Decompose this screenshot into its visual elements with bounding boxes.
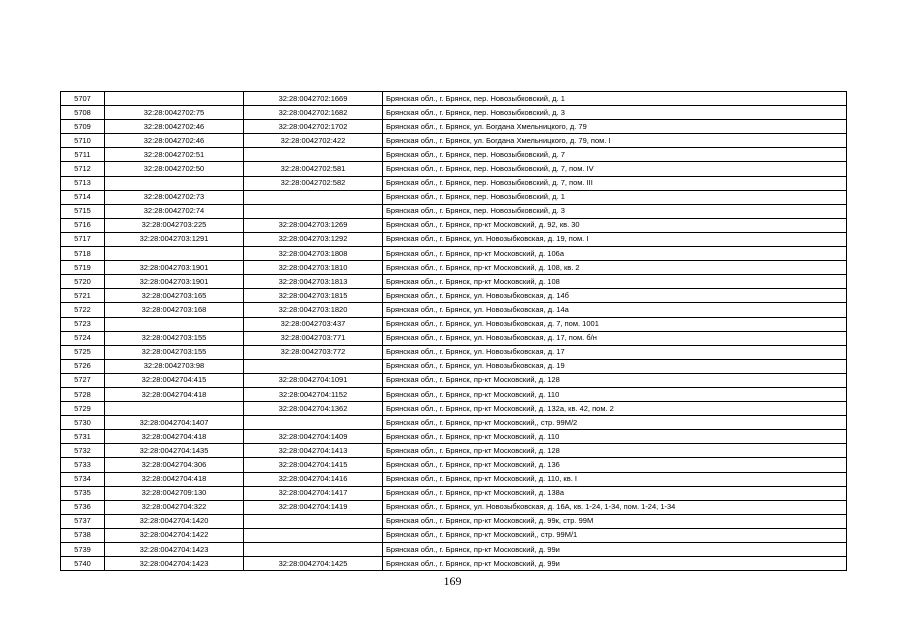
building-cadastral-number-cell: 32:28:0042704:1362 bbox=[244, 402, 383, 416]
row-number-cell: 5732 bbox=[61, 444, 105, 458]
land-cadastral-number-cell: 32:28:0042704:1422 bbox=[105, 528, 244, 542]
land-cadastral-number-cell: 32:28:0042703:98 bbox=[105, 359, 244, 373]
address-cell: Брянская обл., г. Брянск, пер. Новозыбковский, д. 7, пом. III bbox=[383, 176, 847, 190]
building-cadastral-number-cell bbox=[244, 416, 383, 430]
row-number-cell: 5724 bbox=[61, 331, 105, 345]
address-cell: Брянская обл., г. Брянск, пер. Новозыбковский, д. 7 bbox=[383, 148, 847, 162]
row-number-cell: 5734 bbox=[61, 472, 105, 486]
address-cell: Брянская обл., г. Брянск, пр-кт Московский, д. 128 bbox=[383, 444, 847, 458]
land-cadastral-number-cell bbox=[105, 402, 244, 416]
building-cadastral-number-cell: 32:28:0042703:771 bbox=[244, 331, 383, 345]
row-number-cell: 5718 bbox=[61, 247, 105, 261]
address-cell: Брянская обл., г. Брянск, пр-кт Московский, д. 110 bbox=[383, 430, 847, 444]
table-row bbox=[61, 134, 847, 148]
table-row bbox=[61, 387, 847, 401]
row-number-cell: 5710 bbox=[61, 134, 105, 148]
address-cell: Брянская обл., г. Брянск, пр-кт Московский, д. 106а bbox=[383, 247, 847, 261]
land-cadastral-number-cell: 32:28:0042702:74 bbox=[105, 204, 244, 218]
table-row bbox=[61, 486, 847, 500]
land-cadastral-number-cell: 32:28:0042704:1407 bbox=[105, 416, 244, 430]
land-cadastral-number-cell: 32:28:0042704:1423 bbox=[105, 557, 244, 571]
address-cell: Брянская обл., г. Брянск, пр-кт Московский, д. 99и bbox=[383, 557, 847, 571]
land-cadastral-number-cell: 32:28:0042702:73 bbox=[105, 190, 244, 204]
table-row bbox=[61, 444, 847, 458]
address-cell: Брянская обл., г. Брянск, пр-кт Московский, д. 108, кв. 2 bbox=[383, 261, 847, 275]
row-number-cell: 5740 bbox=[61, 557, 105, 571]
building-cadastral-number-cell: 32:28:0042703:1813 bbox=[244, 275, 383, 289]
building-cadastral-number-cell: 32:28:0042702:422 bbox=[244, 134, 383, 148]
land-cadastral-number-cell: 32:28:0042704:306 bbox=[105, 458, 244, 472]
land-cadastral-number-cell: 32:28:0042704:418 bbox=[105, 472, 244, 486]
building-cadastral-number-cell bbox=[244, 204, 383, 218]
row-number-cell: 5722 bbox=[61, 303, 105, 317]
table-row bbox=[61, 106, 847, 120]
row-number-cell: 5715 bbox=[61, 204, 105, 218]
building-cadastral-number-cell bbox=[244, 190, 383, 204]
building-cadastral-number-cell: 32:28:0042702:1682 bbox=[244, 106, 383, 120]
land-cadastral-number-cell: 32:28:0042704:415 bbox=[105, 373, 244, 387]
row-number-cell: 5707 bbox=[61, 92, 105, 106]
address-cell: Брянская обл., г. Брянск, пер. Новозыбковский, д. 1 bbox=[383, 92, 847, 106]
row-number-cell: 5739 bbox=[61, 543, 105, 557]
land-cadastral-number-cell: 32:28:0042704:1420 bbox=[105, 514, 244, 528]
land-cadastral-number-cell bbox=[105, 92, 244, 106]
building-cadastral-number-cell bbox=[244, 528, 383, 542]
table-row bbox=[61, 331, 847, 345]
building-cadastral-number-cell: 32:28:0042702:1702 bbox=[244, 120, 383, 134]
table-row bbox=[61, 261, 847, 275]
land-cadastral-number-cell bbox=[105, 176, 244, 190]
address-cell: Брянская обл., г. Брянск, пр-кт Московский, д. 108 bbox=[383, 275, 847, 289]
building-cadastral-number-cell: 32:28:0042703:437 bbox=[244, 317, 383, 331]
row-number-cell: 5737 bbox=[61, 514, 105, 528]
table-row bbox=[61, 275, 847, 289]
row-number-cell: 5735 bbox=[61, 486, 105, 500]
building-cadastral-number-cell: 32:28:0042703:1292 bbox=[244, 232, 383, 246]
table-row bbox=[61, 359, 847, 373]
building-cadastral-number-cell: 32:28:0042703:1808 bbox=[244, 247, 383, 261]
land-cadastral-number-cell: 32:28:0042703:165 bbox=[105, 289, 244, 303]
address-cell: Брянская обл., г. Брянск, ул. Новозыбковская, д. 19, пом. I bbox=[383, 232, 847, 246]
building-cadastral-number-cell: 32:28:0042704:1413 bbox=[244, 444, 383, 458]
row-number-cell: 5712 bbox=[61, 162, 105, 176]
table-row bbox=[61, 162, 847, 176]
address-cell: Брянская обл., г. Брянск, ул. Новозыбковская, д. 16А, кв. 1-24, 1-34, пом. 1-24, 1-34 bbox=[383, 500, 847, 514]
land-cadastral-number-cell: 32:28:0042703:1901 bbox=[105, 261, 244, 275]
land-cadastral-number-cell: 32:28:0042703:168 bbox=[105, 303, 244, 317]
address-cell: Брянская обл., г. Брянск, пр-кт Московский, д. 92, кв. 30 bbox=[383, 218, 847, 232]
land-cadastral-number-cell: 32:28:0042704:1435 bbox=[105, 444, 244, 458]
land-cadastral-number-cell: 32:28:0042702:46 bbox=[105, 134, 244, 148]
table-row bbox=[61, 528, 847, 542]
table-row bbox=[61, 416, 847, 430]
building-cadastral-number-cell: 32:28:0042704:1415 bbox=[244, 458, 383, 472]
address-cell: Брянская обл., г. Брянск, пр-кт Московский, д. 110 bbox=[383, 387, 847, 401]
address-cell: Брянская обл., г. Брянск, пер. Новозыбковский, д. 7, пом. IV bbox=[383, 162, 847, 176]
building-cadastral-number-cell: 32:28:0042703:1820 bbox=[244, 303, 383, 317]
building-cadastral-number-cell: 32:28:0042703:1269 bbox=[244, 218, 383, 232]
row-number-cell: 5719 bbox=[61, 261, 105, 275]
land-cadastral-number-cell: 32:28:0042703:155 bbox=[105, 331, 244, 345]
address-cell: Брянская обл., г. Брянск, ул. Богдана Хмельницкого, д. 79, пом. I bbox=[383, 134, 847, 148]
row-number-cell: 5720 bbox=[61, 275, 105, 289]
land-cadastral-number-cell: 32:28:0042703:155 bbox=[105, 345, 244, 359]
table-row bbox=[61, 190, 847, 204]
land-cadastral-number-cell bbox=[105, 317, 244, 331]
building-cadastral-number-cell: 32:28:0042703:772 bbox=[244, 345, 383, 359]
address-cell: Брянская обл., г. Брянск, пр-кт Московский, д. 128 bbox=[383, 373, 847, 387]
row-number-cell: 5728 bbox=[61, 387, 105, 401]
land-cadastral-number-cell: 32:28:0042702:50 bbox=[105, 162, 244, 176]
table-row bbox=[61, 176, 847, 190]
land-cadastral-number-cell: 32:28:0042703:225 bbox=[105, 218, 244, 232]
table-row bbox=[61, 402, 847, 416]
table-row bbox=[61, 204, 847, 218]
address-cell: Брянская обл., г. Брянск, ул. Новозыбковская, д. 17 bbox=[383, 345, 847, 359]
address-cell: Брянская обл., г. Брянск, ул. Новозыбковская, д. 14а bbox=[383, 303, 847, 317]
building-cadastral-number-cell: 32:28:0042704:1091 bbox=[244, 373, 383, 387]
row-number-cell: 5721 bbox=[61, 289, 105, 303]
address-cell: Брянская обл., г. Брянск, пр-кт Московский, д. 99и bbox=[383, 543, 847, 557]
building-cadastral-number-cell: 32:28:0042702:581 bbox=[244, 162, 383, 176]
address-cell: Брянская обл., г. Брянск, пр-кт Московский,, стр. 99М/1 bbox=[383, 528, 847, 542]
address-cell: Брянская обл., г. Брянск, ул. Богдана Хмельницкого, д. 79 bbox=[383, 120, 847, 134]
address-cell: Брянская обл., г. Брянск, ул. Новозыбковская, д. 17, пом. б/н bbox=[383, 331, 847, 345]
address-cell: Брянская обл., г. Брянск, пр-кт Московский, д. 138а bbox=[383, 486, 847, 500]
row-number-cell: 5727 bbox=[61, 373, 105, 387]
table-row bbox=[61, 148, 847, 162]
building-cadastral-number-cell bbox=[244, 359, 383, 373]
building-cadastral-number-cell: 32:28:0042704:1416 bbox=[244, 472, 383, 486]
land-cadastral-number-cell: 32:28:0042702:46 bbox=[105, 120, 244, 134]
table-row bbox=[61, 92, 847, 106]
address-cell: Брянская обл., г. Брянск, пр-кт Московский, д. 99к, стр. 99М bbox=[383, 514, 847, 528]
registry-table bbox=[60, 91, 847, 571]
address-cell: Брянская обл., г. Брянск, пр-кт Московский, д. 110, кв. I bbox=[383, 472, 847, 486]
table-row bbox=[61, 557, 847, 571]
address-cell: Брянская обл., г. Брянск, ул. Новозыбковская, д. 19 bbox=[383, 359, 847, 373]
page-number: 169 bbox=[443, 574, 462, 588]
address-cell: Брянская обл., г. Брянск, пер. Новозыбковский, д. 3 bbox=[383, 106, 847, 120]
row-number-cell: 5708 bbox=[61, 106, 105, 120]
registry-body bbox=[61, 92, 847, 571]
building-cadastral-number-cell: 32:28:0042703:1810 bbox=[244, 261, 383, 275]
building-cadastral-number-cell: 32:28:0042704:1419 bbox=[244, 500, 383, 514]
land-cadastral-number-cell: 32:28:0042704:1423 bbox=[105, 543, 244, 557]
table-row bbox=[61, 120, 847, 134]
table-row bbox=[61, 472, 847, 486]
land-cadastral-number-cell: 32:28:0042704:418 bbox=[105, 387, 244, 401]
address-cell: Брянская обл., г. Брянск, ул. Новозыбковская, д. 14б bbox=[383, 289, 847, 303]
table-row bbox=[61, 500, 847, 514]
row-number-cell: 5738 bbox=[61, 528, 105, 542]
address-cell: Брянская обл., г. Брянск, пер. Новозыбковский, д. 3 bbox=[383, 204, 847, 218]
row-number-cell: 5729 bbox=[61, 402, 105, 416]
building-cadastral-number-cell: 32:28:0042704:1409 bbox=[244, 430, 383, 444]
table-row bbox=[61, 218, 847, 232]
building-cadastral-number-cell: 32:28:0042702:1669 bbox=[244, 92, 383, 106]
row-number-cell: 5709 bbox=[61, 120, 105, 134]
building-cadastral-number-cell bbox=[244, 514, 383, 528]
address-cell: Брянская обл., г. Брянск, пер. Новозыбковский, д. 1 bbox=[383, 190, 847, 204]
row-number-cell: 5714 bbox=[61, 190, 105, 204]
address-cell: Брянская обл., г. Брянск, ул. Новозыбковская, д. 7, пом. 1001 bbox=[383, 317, 847, 331]
row-number-cell: 5725 bbox=[61, 345, 105, 359]
address-cell: Брянская обл., г. Брянск, пр-кт Московский,, стр. 99М/2 bbox=[383, 416, 847, 430]
address-cell: Брянская обл., г. Брянск, пр-кт Московский, д. 136 bbox=[383, 458, 847, 472]
building-cadastral-number-cell bbox=[244, 543, 383, 557]
table-row bbox=[61, 458, 847, 472]
row-number-cell: 5723 bbox=[61, 317, 105, 331]
land-cadastral-number-cell: 32:28:0042704:322 bbox=[105, 500, 244, 514]
building-cadastral-number-cell: 32:28:0042704:1152 bbox=[244, 387, 383, 401]
row-number-cell: 5726 bbox=[61, 359, 105, 373]
row-number-cell: 5716 bbox=[61, 218, 105, 232]
table-row bbox=[61, 345, 847, 359]
land-cadastral-number-cell: 32:28:0042703:1901 bbox=[105, 275, 244, 289]
land-cadastral-number-cell: 32:28:0042702:75 bbox=[105, 106, 244, 120]
table-row bbox=[61, 514, 847, 528]
row-number-cell: 5733 bbox=[61, 458, 105, 472]
building-cadastral-number-cell bbox=[244, 148, 383, 162]
table-row bbox=[61, 430, 847, 444]
land-cadastral-number-cell: 32:28:0042709:130 bbox=[105, 486, 244, 500]
land-cadastral-number-cell: 32:28:0042702:51 bbox=[105, 148, 244, 162]
row-number-cell: 5717 bbox=[61, 232, 105, 246]
table-row bbox=[61, 373, 847, 387]
row-number-cell: 5736 bbox=[61, 500, 105, 514]
table-row bbox=[61, 543, 847, 557]
table-row bbox=[61, 303, 847, 317]
building-cadastral-number-cell: 32:28:0042702:582 bbox=[244, 176, 383, 190]
land-cadastral-number-cell bbox=[105, 247, 244, 261]
row-number-cell: 5731 bbox=[61, 430, 105, 444]
table-row bbox=[61, 247, 847, 261]
row-number-cell: 5730 bbox=[61, 416, 105, 430]
land-cadastral-number-cell: 32:28:0042704:418 bbox=[105, 430, 244, 444]
land-cadastral-number-cell: 32:28:0042703:1291 bbox=[105, 232, 244, 246]
building-cadastral-number-cell: 32:28:0042704:1425 bbox=[244, 557, 383, 571]
table-row bbox=[61, 232, 847, 246]
table-row bbox=[61, 289, 847, 303]
building-cadastral-number-cell: 32:28:0042704:1417 bbox=[244, 486, 383, 500]
row-number-cell: 5713 bbox=[61, 176, 105, 190]
row-number-cell: 5711 bbox=[61, 148, 105, 162]
building-cadastral-number-cell: 32:28:0042703:1815 bbox=[244, 289, 383, 303]
address-cell: Брянская обл., г. Брянск, пр-кт Московский, д. 132а, кв. 42, пом. 2 bbox=[383, 402, 847, 416]
table-row bbox=[61, 317, 847, 331]
